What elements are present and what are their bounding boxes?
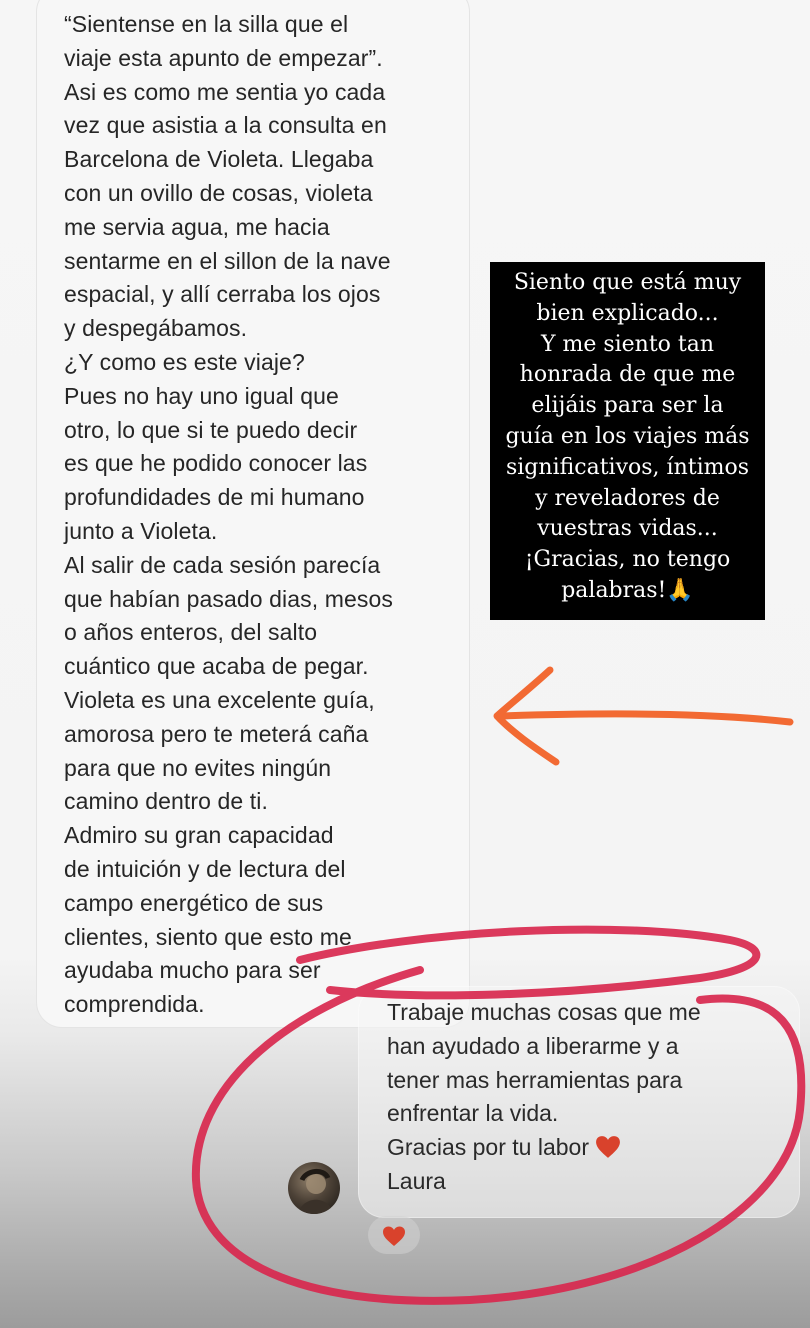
heart-icon — [368, 1216, 420, 1254]
heart-icon — [595, 1135, 621, 1159]
signature: Laura — [387, 1167, 446, 1194]
reaction-pill[interactable] — [368, 1216, 420, 1254]
second-message-text — [387, 996, 787, 1199]
user-avatar[interactable] — [288, 1162, 340, 1214]
message-text: “Sientense en la silla que el viaje esta apunto de empezar”. Asi es como me sentia yo cada vez que asistia a la consulta en Barcelona de Violeta. Llegaba con un ovillo de cosas, violeta me servia agua, me hacia sentarme en el sillon de la nave espacial, y allí cerraba los ojos y despegábamos. ¿Y como es este viaje? Pues no hay uno igual que otro, lo que si te puedo decir es que he podido conocer las profundidades de mi humano junto a Violeta. Al salir de cada sesión parecía que habían pasado dias, mesos o años enteros, del salto cuántico que acaba de pegar. Violeta es una excelente guía, amorosa pero te meterá caña para que no evites ningún camino dentro de ti. Admiro su gran capacidad de intuición y de lectura del campo energético de sus clientes, siento que esto me ayudaba mucho para ser comprendida. — [64, 11, 393, 1018]
quote-overlay-text: Siento que está muy bien explicado... Y me siento tan honrada de que me elijáis para ser la guía en los viajes más significativos, íntimos y reveladores de vuestras vidas... ¡Gracias, no tengo palabras!🙏 — [505, 270, 750, 603]
avatar-image — [288, 1162, 340, 1214]
second-message-body: Trabaje muchas cosas que me han ayudado a liberarme y a tener mas herramientas para enfrentar la vida. Gracias por tu labor — [387, 999, 701, 1161]
